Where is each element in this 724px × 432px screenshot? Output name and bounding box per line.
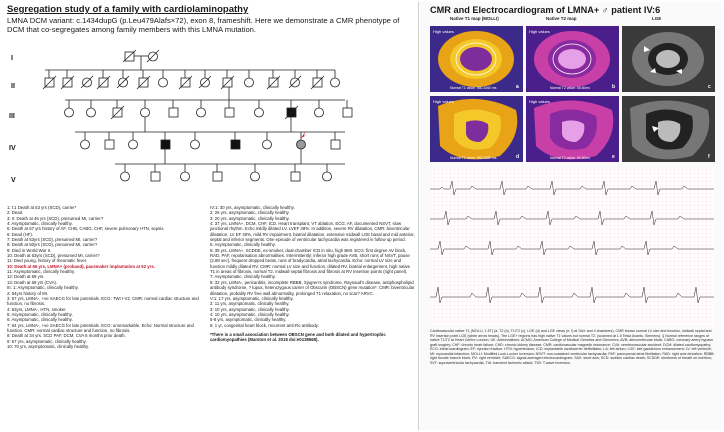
panel-letter: f [708, 154, 710, 160]
note-item: 7: 64 yrs, LMNA-, +ve SAECG for late potentials. ECG: unremarkable. Echo: Normal structure and function. CMR: normal cardiac structure and function, no fibrosis. [7, 322, 194, 333]
panel-letter: a [516, 84, 519, 90]
note-item: 5: Death at 67 yrs history of AF, CHB, CABG, CHF, severe pulmonary HTN, sepsis. [7, 226, 165, 232]
note-item: IV:1: 30 yrs, asymptomatic, clinically healthy. [210, 205, 295, 210]
note-item: 3: 20 yrs, asymptomatic, clinically healthy. [210, 215, 290, 221]
notes-column-2 [210, 205, 415, 343]
note-item: 3: 10 yrs, asymptomatic, clinically healthy. [210, 306, 290, 312]
high-value-label: High values [529, 29, 550, 34]
high-value-label: High values [433, 99, 454, 104]
note-item: 4: 37 yrs, LMNA+, DCM, CHF, ICD. Heart transplant, VT ablation, ECG: AF, documented NSVT, slow junctional rhythm. Echo mildly dilated LV, LVEF 38%. In addition, severe RV dilatation, CMR: biventricular dilatation, LV EF 40%, mild RV impairment, biatrial dilatation, extensive midwall LGE basal and mid anterior, septal and inferior segments. One episode of ventricular tachycardia was registered in follow up period. [210, 221, 415, 243]
note-item: 8: Death at 50yrs (SCD), presumed MI, carrier? [7, 242, 98, 248]
note-item: 6: 35 yrs, LMNA+, SCDDE, ex-smoker, dual-chamber ICD in situ, high BMI. ECG: first degree AV block, RAD, PAF, repolarisation abnormalities. Intermittently: inferior high grade AVB, short runs of NSVT, pause (2.88 sec), frequent dropped beats, runs of bradycardia, atrial tachycardia. Echo: normal LV size and function mildly dilated RV. CMR: normal LV size and function, dilated RV, biatrial enlargement, high native T1 in areas of fibrosis, normal T2, midwall septal fibrosis and fibrosis at RV insertion points (right panel). [210, 247, 411, 275]
right-title: CMR and Electrocardiogram of LMNA+ ♂ patient IV:6 [430, 5, 661, 15]
scale-note: Normal T1 value: 950-1060 ms [450, 86, 497, 90]
note-item: 4: 10 yrs, asymptomatic, clinically healthy. [210, 311, 290, 317]
panel-letter: d [516, 154, 520, 160]
mri-lge-4ch [622, 96, 715, 162]
note-item: 3: II: Death at 46 yrs (SCD), presumed MI, carrier? [7, 215, 104, 221]
note-item: III: 1: Asymptomatic, clinically healthy. [7, 285, 79, 291]
note-item: 5: Asymptomatic, clinically healthy. [210, 242, 276, 248]
note-item: 8: 32 yrs, LMNA-, pericarditis, incomplete RBBB, Sjogren's syndrome, Raynaud's disease, antiphospholipid antibody syndrome, ? lupus, heterozygous carrier of Obscurin (OBSCN) gene mutation*. CMR: biventricular dilatation, probably RV free wall abnormality, prolonged T1 relaxation, no scar? ARVC. [210, 279, 415, 296]
generation-label: I [11, 55, 13, 62]
notes-column-1 [7, 205, 207, 349]
note-item: 9: 67 yrs, asymptomatic, clinically healthy. [7, 338, 87, 344]
panel-letter: b [612, 84, 616, 90]
generation-label: III [9, 113, 15, 120]
note-item: 8: Death at 34 yrs. SCD PAF, DCM, CVA 6 months prior death. [7, 333, 126, 339]
note-item: 7: Asymptomatic, clinically healthy. [210, 274, 276, 280]
note-item: 6: 1 yr, congenital heart block, recurrent anti-Ro antibody. [210, 322, 319, 328]
note-item: 2: 11 yrs, asymptomatic, clinically healthy. [210, 301, 290, 307]
note-item: 12: Death at 69 yrs. [7, 274, 45, 280]
high-value-label: High values [433, 29, 454, 34]
note-item: 7: Death at 53yrs (SCD), presumed MI, carrier? [7, 237, 98, 243]
left-panel [3, 2, 419, 430]
note-item: 2: 54yrs history of MI. [7, 290, 49, 296]
panel-label-t2: Native T2 map [546, 16, 577, 21]
mri-t1-4ch [430, 96, 523, 162]
mri-t1-sax [430, 26, 523, 92]
note-item: 10: Death at 53yrs (SCD), presumed MI, carrier? [7, 253, 100, 259]
note-item: *There is a small association between OBSCN gene and both dilated and hypertrophic cardiomyopathies (Marston et al. 2015 doi:e0138568). [210, 331, 386, 343]
note-item: 4: 53yrs, LMNA-, HTN, smoker. [7, 306, 67, 312]
note-item: 5-8 yrs, asymptomatic, clinically healthy. [210, 317, 287, 323]
note-item: 10: 70 yrs, asymptomatic, clinically healthy. [7, 343, 90, 349]
left-title: Segregation study of a family with cardiolaminopathy [7, 4, 249, 15]
mri-t2-4ch [526, 96, 619, 162]
generation-label: II [11, 83, 15, 90]
note-item: 13: Death at 68 yrs (CVA). [7, 279, 58, 285]
scale-note: Normal T2 value: 45-60ms [550, 86, 590, 90]
note-item: 6: Dead (HF). [7, 231, 34, 237]
note-item: V:1: 17 yrs, asymptomatic, clinically healthy. [210, 295, 294, 301]
note-item: 2: Dead. [7, 210, 24, 216]
panel-letter: c [708, 84, 711, 90]
note-item: 11: Died young, history of rheumatic fever. [7, 258, 88, 264]
scale-note: Normal T2 value: 45-60ms [550, 156, 590, 160]
generation-label: IV [9, 145, 16, 152]
note-item: 3: 57 yrs, LMNA-, +ve SAECG for late potentials. ECG: TWI I-V2. CMR: normal cardiac structure and function, no fibrosis. [7, 295, 199, 307]
note-item: 6: Asymptomatic, clinically healthy. [7, 317, 73, 323]
figure-caption: Cardiovascular native T1 (MOLLI, 1.5T) (a, T2 (b), T1/T2 (c), LGE (d) and LGE views (e, f) at SAX and 4 chambers). CMR shows normal LV size and function, midwall septal and RV insertion point LGE (white arrow heads). The LGE+ regions has high native T1 values but normal T2. (scanned at 1.5 Tesla Avanto, Siemens). § Normal reference ranges of native T1/T2 at Heart Centre London, UK. Abbreviations: ACMG: American College of Medical Genetics and Genomics; AVB: atrioventricular block; CABG: coronary artery bypass graft surgery; CHF: chronic heart failure; CHD: chronic kidney disease; CMR: cardiovascular magnetic resonance; CVA: cerebrovascular accident; DCM: dilated cardiomyopathy; ECG: electrocardiogram; EF: ejection fraction; HTN: hypertension; ICD: implantable cardioverter defibrillator; LA: left atrium; LGE: late gadolinium enhancement; LV: left ventricle; MI: myocardial infarction; MOLLI: Modified Look-Locker Inversion; NSVT: non-sustained ventricular tachycardia; PAF: paroxysmal atrial fibrillation; RAD: right axis deviation; RBBB: right bundle branch block; RV: right ventricle; SAECG: signal-averaged electrocardiogram; SAX: short axis; SCD: sudden cardiac death; SCDDE: shortness of breath on exertion; SVT: supraventricular tachycardia; TIA: transient ischemic attack; TWI: T-wave inversion. [430, 329, 715, 365]
mri-lge-sax [622, 26, 715, 92]
note-item: 9: Died in World War II. [7, 247, 52, 253]
scale-note: Normal T1 value: 950-1060 ms [450, 156, 497, 160]
panel-label-lge: LGE [652, 16, 662, 21]
note-item: 4: Asymptomatic, clinically healthy. [7, 221, 73, 227]
panel-label-t1: Native T1 map (MOLLI) [450, 16, 499, 21]
note-item: 1: I:1 Death at 53 yrs (SCD), carrier* [7, 205, 77, 210]
note-item: 2: 26 yrs, asymptomatic, clinically healthy. [210, 210, 290, 216]
high-value-label: High values [529, 99, 550, 104]
ecg-trace [430, 169, 714, 325]
panel-letter: e [612, 154, 615, 160]
proband-arrow-icon [301, 132, 307, 138]
note-item: 5: Asymptomatic, clinically healthy. [7, 311, 73, 317]
mri-t2-sax [526, 26, 619, 92]
right-panel [420, 2, 722, 430]
pedigree-chart [5, 42, 417, 202]
generation-label: V [11, 177, 16, 184]
note-item: 11: Asymptomatic, clinically healthy. [7, 269, 75, 275]
note-item: 10: Death at 66 yrs, LMNA+ (proband), pacemaker implantation at 52 yrs. [7, 263, 155, 269]
left-intro: LMNA DCM variant: c.1434dupG (p.Leu479Alafs×72), exon 8, frameshift. Here we demonstrate a CMR phenotype of DCM that co-segregates among family members with this LMNA mutation. [7, 16, 400, 34]
